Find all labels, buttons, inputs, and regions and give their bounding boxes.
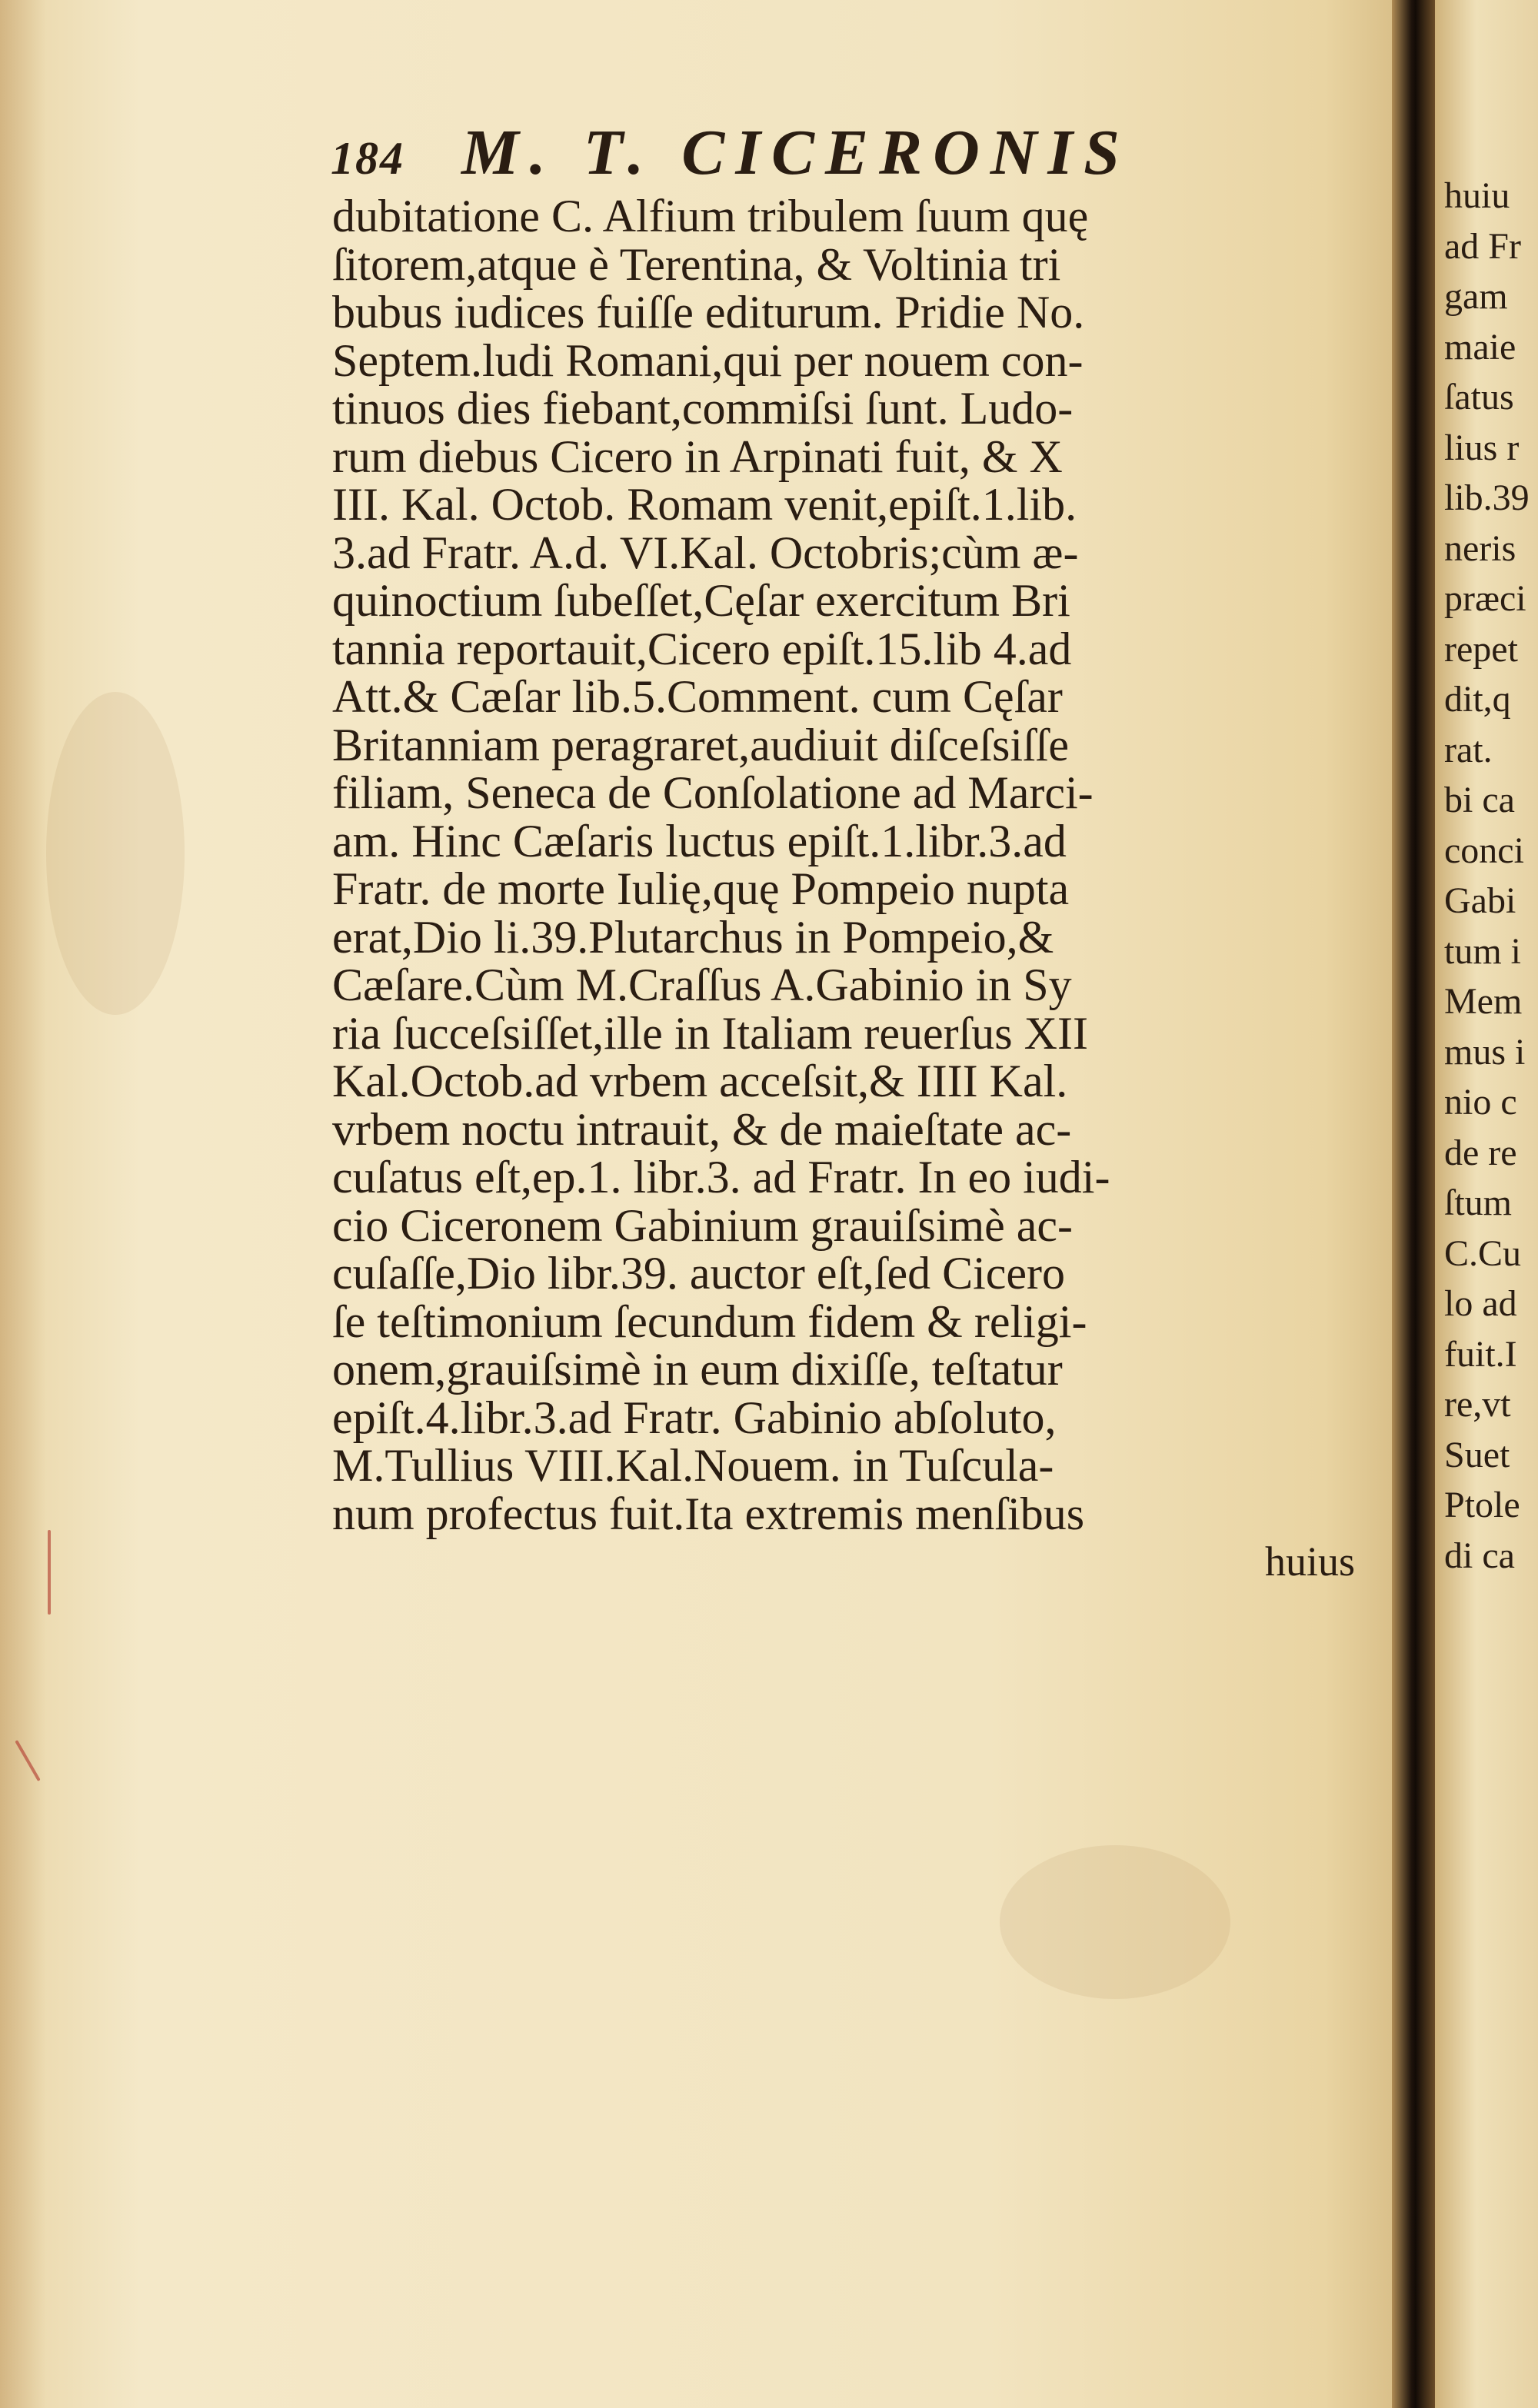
margin-ink-mark [15,1740,40,1781]
fragment-line: ſtum [1444,1182,1513,1223]
fragment-line: maie [1444,326,1516,368]
text-line: Septem.ludi Romani,qui per nouem con- [332,334,1084,386]
text-line: Fratr. de morte Iulię,quę Pompeio nupta [332,863,1070,914]
fragment-line: dit,q [1444,679,1511,720]
fragment-line: lib.39 [1444,477,1530,518]
text-line: Att.& Cæſar lib.5.Comment. cum Cęſar [332,671,1063,722]
running-head: M. T. CICERONIS [461,117,1130,188]
fragment-line: nio c [1444,1082,1517,1123]
text-line: Kal.Octob.ad vrbem acceſsit,& IIII Kal. [332,1056,1068,1106]
paper-stain [1000,1845,1230,1999]
fragment-line: de re [1444,1132,1517,1173]
text-line: tinuos dies fiebant,commiſsi ſunt. Ludo- [332,383,1074,434]
text-line: erat,Dio li.39.Plutarchus in Pompeio,& [332,911,1054,963]
text-line: cio Ciceronem Gabinium grauiſsimè ac- [332,1199,1074,1251]
fragment-line: re,vt [1444,1384,1511,1425]
fragment-line: lius r [1444,427,1520,468]
fragment-line: conci [1444,830,1524,871]
fragment-line: Ptole [1444,1485,1520,1525]
fragment-line: bi ca [1444,780,1515,820]
text-line: dubitatione C. Alfium tribulem ſuum quę [332,191,1089,241]
text-line: am. Hinc Cæſaris luctus epiſt.1.libr.3.ad [332,815,1067,866]
text-line: rum diebus Cicero in Arpinati fuit, & X [332,431,1063,482]
fragment-line: huiu [1444,175,1510,216]
fragment-line: ſatus [1444,377,1514,417]
text-line: ſe teſtimonium ſecundum fidem & religi- [332,1295,1087,1347]
fragment-line: C.Cu [1444,1232,1522,1274]
page-number: 184 [331,133,404,184]
right-page-text [1444,171,1538,1581]
text-line: cuſaſſe,Dio libr.39. auctor eſt,ſed Cicero [332,1248,1066,1299]
text-line: cuſatus eſt,ep.1. libr.3. ad Fratr. In eo iudi- [332,1152,1110,1202]
text-line: M.Tullius VIII.Kal.Nouem. in Tuſcula- [332,1440,1054,1491]
text-line: filiam, Seneca de Conſolatione ad Marci- [332,767,1094,818]
text-line: 3.ad Fratr. A.d. VI.Kal. Octobris;cùm æ- [332,527,1079,578]
text-line: ſitorem,atque è Terentina, & Voltinia tri [332,238,1061,290]
margin-ink-mark [48,1530,51,1615]
fragment-line: tum i [1444,930,1522,972]
fragment-line: gam [1444,276,1508,317]
fragment-line: Mem [1444,981,1523,1022]
book-gutter [1392,0,1435,2408]
fragment-line: fuit.I [1444,1333,1517,1375]
text-line: epiſt.4.libr.3.ad Fratr. Gabinio abſoluto, [332,1392,1057,1443]
text-line: onem,grauiſsimè in eum dixiſſe, teſtatur [332,1344,1063,1395]
fragment-line: Gabi [1444,880,1516,921]
fragment-line: Suet [1444,1434,1510,1475]
text-line: quinoctium ſubeſſet,Cęſar exercitum Bri [332,575,1070,626]
fragment-line: di ca [1444,1535,1515,1576]
text-line: num profectus fuit.Ita extremis menſibus [332,1488,1085,1539]
fragment-line: repet [1444,628,1518,670]
fragment-line: mus i [1444,1031,1526,1073]
text-line: Cæſare.Cùm M.Craſſus A.Gabinio in Sy [332,960,1072,1010]
fragment-line: neris [1444,527,1516,569]
page-header [331,115,1361,200]
text-line: bubus iudices fuiſſe editurum. Pridie No. [332,287,1085,338]
text-line: vrbem noctu intrauit, & de maieſtate ac- [332,1103,1072,1155]
text-line: III. Kal. Octob. Romam venit,epiſt.1.lib. [332,479,1077,530]
text-line: ria ſucceſsiſſet,ille in Italiam reuerſus XII [332,1007,1088,1059]
paper-stain [46,692,185,1015]
fragment-line: rat. [1444,729,1493,770]
fragment-line: ad Fr [1444,225,1521,267]
text-line: Britanniam peragraret,audiuit diſceſsiſſe [332,719,1069,770]
catchword: huius [1264,1538,1355,1585]
text-line: tannia reportauit,Cicero epiſt.15.lib 4.ad [332,623,1072,674]
fragment-line: præci [1444,578,1526,619]
fragment-line: lo ad [1444,1283,1517,1324]
body-text [332,192,1378,1586]
